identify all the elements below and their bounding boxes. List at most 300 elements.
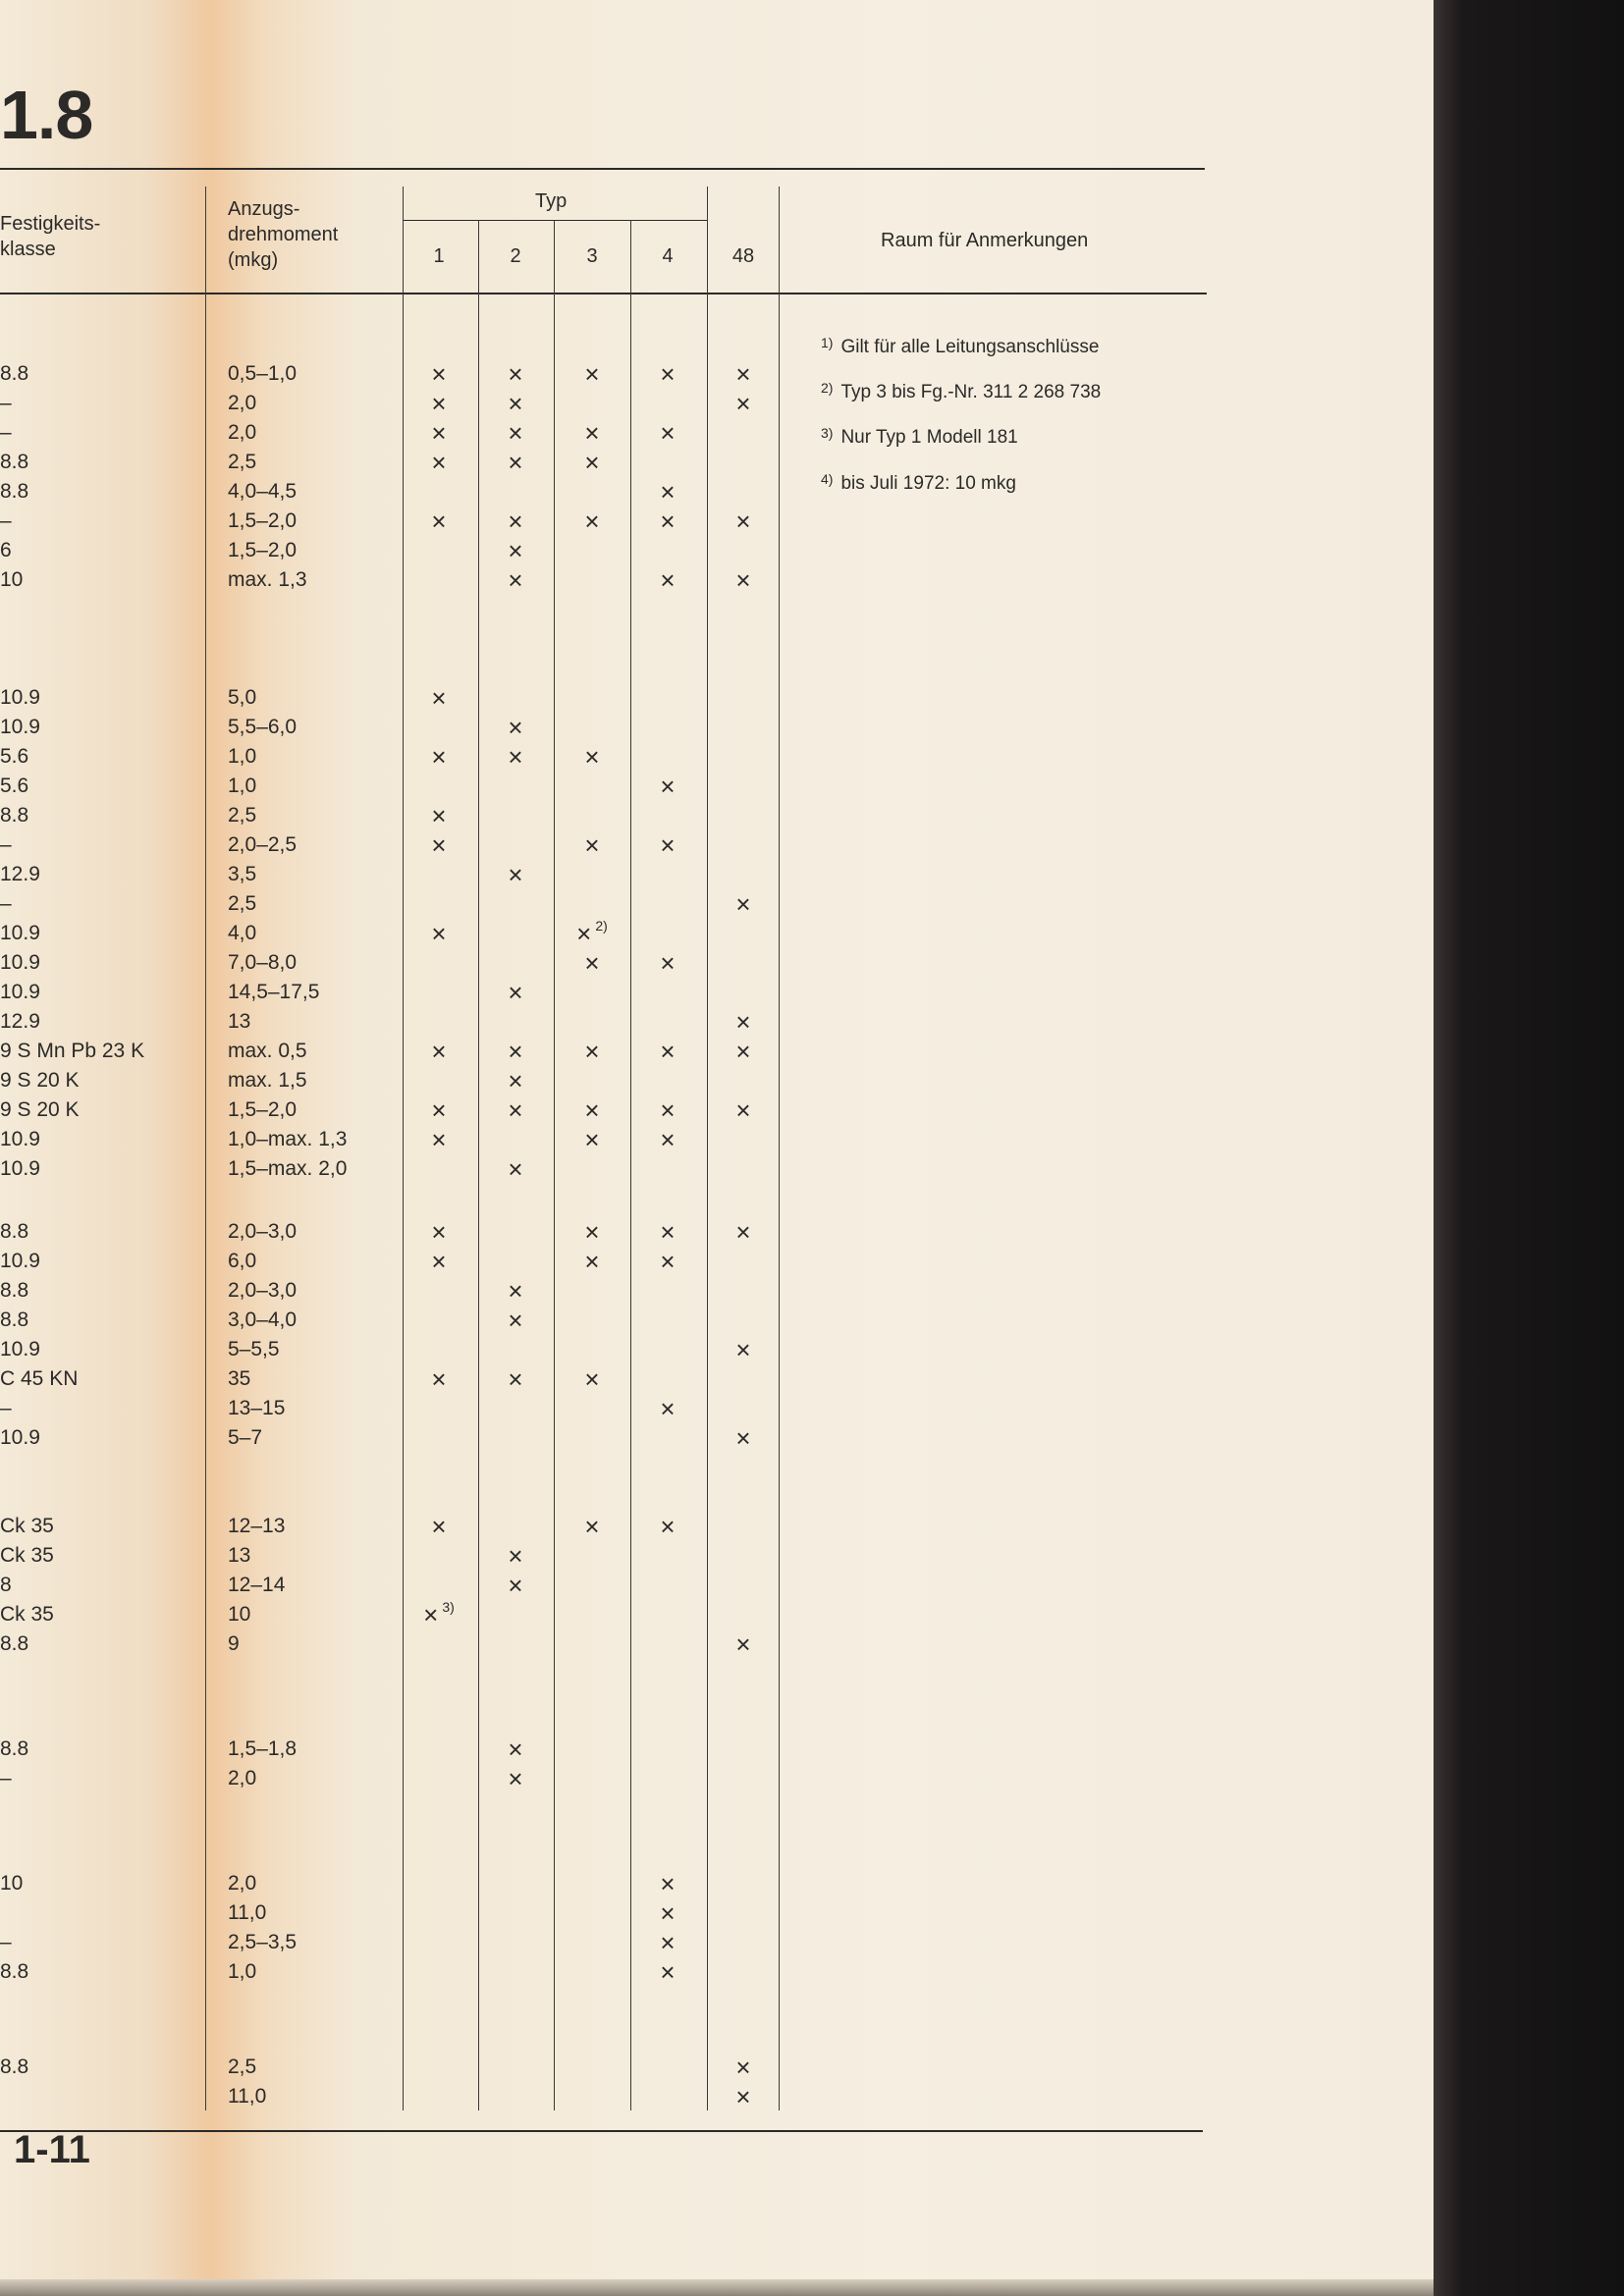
table-row [0,919,776,948]
typ-2-mark [491,1735,540,1764]
festigkeitsklasse-cell: 12.9 [0,1010,40,1033]
table-row [0,2082,776,2111]
table-row [0,565,776,595]
typ-2-mark [491,565,540,595]
anzugsdrehmoment-cell: 1,0 [228,745,257,768]
table-row [0,801,776,830]
cross-mark-icon: × [431,919,447,948]
festigkeitsklasse-cell: 8.8 [0,1737,29,1760]
typ-48-mark [719,507,768,536]
anzugsdrehmoment-cell: 12–14 [228,1574,286,1596]
section-number: 1.8 [0,77,93,153]
festigkeitsklasse-cell: – [0,509,12,532]
table-row [0,1247,776,1276]
header-anzugsdrehmoment-line-1: Anzugs- [228,198,300,220]
cross-mark-icon: × [431,389,447,418]
table-row [0,889,776,919]
cross-mark-icon: × [508,1306,523,1335]
cross-mark-icon: × [660,1095,676,1125]
anzugsdrehmoment-cell: 3,0–4,0 [228,1308,298,1331]
typ-4-mark [643,1125,692,1154]
festigkeitsklasse-cell: 10.9 [0,686,40,709]
typ-4-mark [643,1394,692,1423]
anzugsdrehmoment-cell: 2,5 [228,892,257,915]
table-row [0,1735,776,1764]
table-row [0,536,776,565]
typ-3-mark [568,359,617,389]
footnote-text: bis Juli 1972: 10 mkg [840,473,1016,494]
table-row [0,1217,776,1247]
typ-2-mark [491,1364,540,1394]
table-row [0,1154,776,1184]
cross-mark-icon: × [584,1512,600,1541]
typ-48-mark [719,565,768,595]
typ-2-mark [491,1764,540,1793]
cross-mark-icon: × [508,1764,523,1793]
cross-mark-icon: × [508,448,523,477]
anzugsdrehmoment-cell: 0,5–1,0 [228,362,298,385]
typ-3-mark [568,919,617,948]
top-rule [0,168,1205,170]
anzugsdrehmoment-cell: 1,5–2,0 [228,509,298,532]
footnote-marker: 4) [821,471,834,487]
table-row [0,1276,776,1306]
header-typ: Typ [535,190,568,212]
header-bottom-rule [0,293,1207,294]
cross-mark-icon: × [508,1276,523,1306]
festigkeitsklasse-cell: 10.9 [0,1250,40,1272]
typ-3-mark [568,1364,617,1394]
anzugsdrehmoment-cell: 1,5–max. 2,0 [228,1157,348,1180]
typ-4-mark [643,1928,692,1957]
table-row [0,1541,776,1571]
cross-mark-icon: × [660,1217,676,1247]
anzugsdrehmoment-cell: 2,0 [228,1872,257,1895]
festigkeitsklasse-cell: 6 [0,539,12,561]
typ-3-mark [568,1217,617,1247]
cross-mark-icon: × [508,1364,523,1394]
cross-mark-icon: × [660,1125,676,1154]
typ-48-mark [719,889,768,919]
cross-mark-icon: × [660,1957,676,1987]
cross-mark-icon: × [508,389,523,418]
footnote-marker: 3) [821,425,834,441]
table-row [0,507,776,536]
anzugsdrehmoment-cell: 11,0 [228,1901,267,1924]
cross-mark-icon: × [584,1364,600,1394]
anzugsdrehmoment-cell: 2,0 [228,392,257,414]
anzugsdrehmoment-cell: 5–7 [228,1426,263,1449]
cross-mark-icon: × [735,1335,751,1364]
typ-1-mark [414,359,463,389]
cross-mark-icon: × [431,742,447,772]
anzugsdrehmoment-cell: max. 1,5 [228,1069,307,1092]
festigkeitsklasse-cell: 8.8 [0,804,29,827]
cross-mark-icon: × [660,477,676,507]
anzugsdrehmoment-cell: 2,0–3,0 [228,1279,298,1302]
festigkeitsklasse-cell: 10.9 [0,1157,40,1180]
typ-3-mark [568,448,617,477]
anzugsdrehmoment-cell: 2,5 [228,451,257,473]
footnote-text: Gilt für alle Leitungsanschlüsse [840,337,1100,357]
cross-mark-icon: × [735,1629,751,1659]
typ-3-mark [568,1125,617,1154]
typ-48-mark [719,2082,768,2111]
cross-mark-icon: × [735,507,751,536]
typ-1-mark [414,418,463,448]
anzugsdrehmoment-cell: 5–5,5 [228,1338,280,1361]
book-spine-shadow [1434,0,1624,2296]
festigkeitsklasse-cell: 8.8 [0,451,29,473]
cross-mark-icon: × [660,772,676,801]
typ-4-mark [643,1512,692,1541]
festigkeitsklasse-cell: 8.8 [0,480,29,503]
festigkeitsklasse-cell: 10.9 [0,1426,40,1449]
cross-mark-icon: × [508,742,523,772]
cross-mark-icon: × [431,448,447,477]
anzugsdrehmoment-cell: 1,5–2,0 [228,539,298,561]
table-row [0,1066,776,1095]
cross-mark-icon: × [431,1217,447,1247]
header-typ-2: 2 [510,245,521,267]
table-row [0,1007,776,1037]
festigkeitsklasse-cell: 8.8 [0,1279,29,1302]
festigkeitsklasse-cell: 8.8 [0,1632,29,1655]
anzugsdrehmoment-cell: 2,0 [228,1767,257,1789]
festigkeitsklasse-cell: C 45 KN [0,1367,79,1390]
anzugsdrehmoment-cell: 4,0 [228,922,257,944]
page-number: 1-11 [14,2128,90,2171]
typ-3-mark [568,1512,617,1541]
festigkeitsklasse-cell: 8.8 [0,362,29,385]
festigkeitsklasse-cell: 10.9 [0,922,40,944]
cross-mark-icon: × [735,2053,751,2082]
cross-mark-icon: × [431,830,447,860]
typ-3-mark [568,742,617,772]
cross-mark-icon: × [508,1154,523,1184]
typ-48-mark [719,1335,768,1364]
typ-4-mark [643,1898,692,1928]
cross-mark-icon: × [660,1512,676,1541]
typ-2-mark [491,1306,540,1335]
cross-mark-icon: × [584,948,600,978]
festigkeitsklasse-cell: Ck 35 [0,1515,54,1537]
cross-mark-icon: × [431,1364,447,1394]
typ-1-mark [414,742,463,772]
typ-2-mark [491,1095,540,1125]
anzugsdrehmoment-cell: 12–13 [228,1515,286,1537]
footnote-reference: 3) [442,1599,455,1615]
footnote-marker: 2) [821,380,834,396]
festigkeitsklasse-cell: 5.6 [0,774,29,797]
festigkeitsklasse-cell: Ck 35 [0,1544,54,1567]
typ-1-mark [414,1364,463,1394]
typ-4-mark [643,565,692,595]
cross-mark-icon: × [735,1007,751,1037]
anzugsdrehmoment-cell: max. 0,5 [228,1040,307,1062]
table-row [0,742,776,772]
anzugsdrehmoment-cell: 7,0–8,0 [228,951,298,974]
typ-3-mark [568,1037,617,1066]
cross-mark-icon: × [660,1247,676,1276]
anzugsdrehmoment-cell: 5,0 [228,686,257,709]
typ-1-mark [414,801,463,830]
cross-mark-icon: × [584,1037,600,1066]
footnote-reference: 2) [595,918,608,934]
anzugsdrehmoment-cell: max. 1,3 [228,568,307,591]
table-row [0,1629,776,1659]
footnote [821,381,1101,404]
cross-mark-icon: × [735,2082,751,2111]
festigkeitsklasse-cell: – [0,1397,12,1419]
table-row [0,830,776,860]
table-row [0,772,776,801]
table-row [0,1394,776,1423]
typ-2-mark [491,389,540,418]
festigkeitsklasse-cell: – [0,833,12,856]
typ-4-mark [643,1037,692,1066]
cross-mark-icon: × [584,448,600,477]
typ-48-mark [719,1007,768,1037]
cross-mark-icon: × [431,359,447,389]
table-row [0,683,776,713]
anzugsdrehmoment-cell: 2,0 [228,421,257,444]
cross-mark-icon: × [660,1898,676,1928]
typ-3-mark [568,948,617,978]
table-row [0,477,776,507]
typ-1-mark [414,919,463,948]
typ-2-mark [491,1066,540,1095]
typ-2-mark [491,1276,540,1306]
cross-mark-icon: × [508,1541,523,1571]
anzugsdrehmoment-cell: 2,5 [228,804,257,827]
typ-48-mark [719,1037,768,1066]
typ-1-mark [414,1037,463,1066]
typ-3-mark [568,418,617,448]
cross-mark-icon: × [660,507,676,536]
typ-2-mark [491,860,540,889]
footnote-marker: 1) [821,335,834,350]
typ-4-mark [643,359,692,389]
typ-48-mark [719,1629,768,1659]
festigkeitsklasse-cell: 8.8 [0,2056,29,2078]
typ-2-mark [491,507,540,536]
typ-4-mark [643,1957,692,1987]
bottom-rule [0,2130,1203,2132]
typ-4-mark [643,507,692,536]
cross-mark-icon: × [660,948,676,978]
table-row [0,1898,776,1928]
anzugsdrehmoment-cell: 5,5–6,0 [228,716,298,738]
typ-4-mark [643,418,692,448]
anzugsdrehmoment-cell: 1,0–max. 1,3 [228,1128,348,1150]
anzugsdrehmoment-cell: 13 [228,1010,251,1033]
table-row [0,1957,776,1987]
cross-mark-icon: × [508,507,523,536]
cross-mark-icon: × [735,889,751,919]
typ-1-mark [414,389,463,418]
table-row [0,713,776,742]
table-row [0,389,776,418]
cross-mark-icon: × [584,830,600,860]
anzugsdrehmoment-cell: 6,0 [228,1250,257,1272]
cross-mark-icon: × [660,418,676,448]
table-row [0,978,776,1007]
typ-48-mark [719,1095,768,1125]
typ-2-mark [491,742,540,772]
typ-3-mark [568,830,617,860]
table-row [0,1869,776,1898]
table-row [0,359,776,389]
footnote [821,336,1099,359]
table-row [0,1125,776,1154]
cross-mark-icon: × [660,1394,676,1423]
cross-mark-icon: × [431,1125,447,1154]
cross-mark-icon: × [508,1066,523,1095]
cross-mark-icon: × [431,418,447,448]
festigkeitsklasse-cell: 8.8 [0,1220,29,1243]
footnote [821,472,1016,496]
festigkeitsklasse-cell: 8.8 [0,1308,29,1331]
cross-mark-icon: × [660,1037,676,1066]
typ-2-mark [491,1571,540,1600]
typ-1-mark [414,1217,463,1247]
cross-mark-icon: × [735,1423,751,1453]
cross-mark-icon: × [431,683,447,713]
header-typ-3: 3 [586,245,598,267]
anzugsdrehmoment-cell: 9 [228,1632,240,1655]
typ-4-mark [643,1869,692,1898]
table-row [0,948,776,978]
table-row [0,1600,776,1629]
typ-3-mark [568,507,617,536]
typ-4-mark [643,772,692,801]
cross-mark-icon: × [431,801,447,830]
festigkeitsklasse-cell: 8 [0,1574,12,1596]
footnote-text: Typ 3 bis Fg.-Nr. 311 2 268 738 [840,382,1102,402]
cross-mark-icon: × [508,418,523,448]
table-row [0,1928,776,1957]
table-row [0,1423,776,1453]
bottom-edge-shadow [0,2279,1434,2296]
typ-4-mark [643,477,692,507]
anzugsdrehmoment-cell: 10 [228,1603,251,1626]
cross-mark-icon: × [431,1512,447,1541]
festigkeitsklasse-cell: 10 [0,1872,24,1895]
festigkeitsklasse-cell: – [0,892,12,915]
cross-mark-icon: × [660,1928,676,1957]
cross-mark-icon: × [660,565,676,595]
cross-mark-icon: × [735,1217,751,1247]
typ-2-mark [491,1037,540,1066]
anzugsdrehmoment-cell: 2,5–3,5 [228,1931,298,1953]
cross-mark-icon: × [584,507,600,536]
typ-4-mark [643,830,692,860]
header-festigkeitsklasse [0,211,100,262]
cross-mark-icon: × [660,830,676,860]
typ-48-mark [719,1423,768,1453]
cross-mark-icon: × [584,418,600,448]
table-row [0,1335,776,1364]
cross-mark-icon: × [423,1600,439,1629]
table-row [0,1512,776,1541]
anzugsdrehmoment-cell: 1,5–1,8 [228,1737,298,1760]
cross-mark-icon: × [431,1037,447,1066]
typ-1-mark [414,448,463,477]
header-typ-1: 1 [433,245,445,267]
header-typ-4: 4 [662,245,674,267]
typ-1-mark [414,1512,463,1541]
header-anmerkungen: Raum für Anmerkungen [881,230,1089,251]
anzugsdrehmoment-cell: 2,5 [228,2056,257,2078]
anzugsdrehmoment-cell: 2,0–3,0 [228,1220,298,1243]
anzugsdrehmoment-cell: 1,0 [228,774,257,797]
typ-4-mark [643,948,692,978]
cross-mark-icon: × [508,1095,523,1125]
anzugsdrehmoment-cell: 35 [228,1367,251,1390]
typ-3-mark [568,1247,617,1276]
table-row [0,1571,776,1600]
header-anzugsdrehmoment [228,196,338,273]
festigkeitsklasse-cell: – [0,421,12,444]
cross-mark-icon: × [735,389,751,418]
table-row [0,1095,776,1125]
festigkeitsklasse-cell: 10.9 [0,716,40,738]
cross-mark-icon: × [508,536,523,565]
festigkeitsklasse-cell: 10.9 [0,1338,40,1361]
typ-1-mark [414,1600,463,1629]
typ-48-mark [719,359,768,389]
cross-mark-icon: × [584,742,600,772]
festigkeitsklasse-cell: – [0,392,12,414]
cross-mark-icon: × [735,359,751,389]
festigkeitsklasse-cell: 5.6 [0,745,29,768]
header-festigkeitsklasse-line-2: klasse [0,239,56,260]
anzugsdrehmoment-cell: 13–15 [228,1397,286,1419]
festigkeitsklasse-cell: 9 S 20 K [0,1069,80,1092]
typ-2-mark [491,713,540,742]
typ-2-mark [491,1154,540,1184]
anzugsdrehmoment-cell: 1,0 [228,1960,257,1983]
cross-mark-icon: × [584,359,600,389]
table-row [0,1764,776,1793]
table-row [0,1306,776,1335]
typ-48-mark [719,2053,768,2082]
typ-2-mark [491,1541,540,1571]
table-row [0,1037,776,1066]
festigkeitsklasse-cell: 10.9 [0,951,40,974]
typ-48-mark [719,389,768,418]
cross-mark-icon: × [735,1095,751,1125]
typ-4-mark [643,1095,692,1125]
header-typ-48: 48 [731,245,755,267]
cross-mark-icon: × [584,1095,600,1125]
anzugsdrehmoment-cell: 11,0 [228,2085,267,2108]
cross-mark-icon: × [431,507,447,536]
table-row [0,860,776,889]
typ-1-mark [414,1125,463,1154]
header-festigkeitsklasse-line-1: Festigkeits- [0,213,101,235]
typ-1-mark [414,1095,463,1125]
cross-mark-icon: × [508,978,523,1007]
festigkeitsklasse-cell: 8.8 [0,1960,29,1983]
typ-2-mark [491,978,540,1007]
anzugsdrehmoment-cell: 2,0–2,5 [228,833,298,856]
typ-4-mark [643,1247,692,1276]
typ-3-mark [568,1095,617,1125]
typ-48-mark [719,1217,768,1247]
anzugsdrehmoment-cell: 4,0–4,5 [228,480,298,503]
